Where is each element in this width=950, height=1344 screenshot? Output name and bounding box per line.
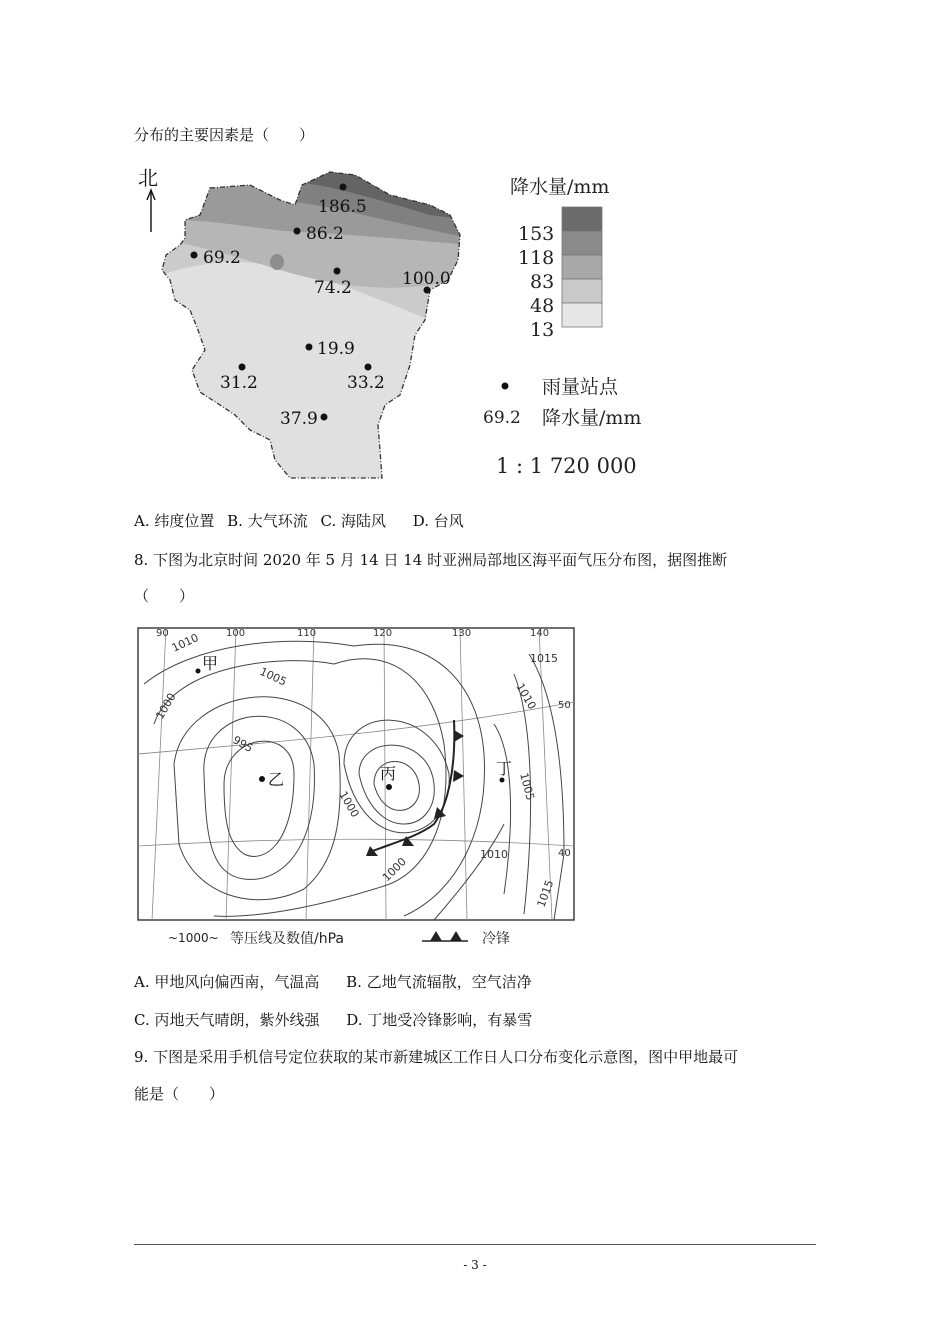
legend-station-label: 雨量站点 (542, 376, 619, 398)
page-number: - 3 - (463, 1258, 487, 1272)
place-bing-dot (386, 784, 392, 790)
station-value: 186.5 (318, 197, 367, 217)
lon-label: 130 (452, 628, 472, 639)
station-value: 74.2 (314, 278, 352, 298)
isobar-label: 1010 (513, 681, 539, 712)
legend-swatch-118 (562, 231, 602, 255)
q7-option-b[interactable]: B. 大气环流 (227, 512, 308, 530)
legend-sample-label: 降水量/mm (542, 407, 642, 429)
north-label: 北 (138, 166, 158, 190)
place-jia-dot (196, 669, 201, 674)
place-yi: 乙 (268, 770, 285, 789)
lon-label: 140 (530, 628, 550, 639)
q8-options-row2 (134, 1009, 532, 1030)
isobar-label: 1000 (336, 789, 362, 820)
station-value: 31.2 (220, 373, 258, 393)
station-dot (334, 268, 341, 275)
legend-swatch-13 (562, 303, 602, 327)
station-value: 86.2 (306, 224, 344, 244)
zone-patch (270, 254, 284, 270)
station-value: 33.2 (347, 373, 385, 393)
precipitation-legend (483, 176, 641, 478)
legend-station-dot-icon (502, 383, 509, 390)
isobar-label: 1000 (153, 690, 179, 722)
q7-options-row (134, 510, 464, 531)
station-dot (340, 184, 347, 191)
station-dot (321, 414, 328, 421)
q9-stem-line1: 9. 下图是采用手机信号定位获取的某市新建城区工作日人口分布变化示意图，图中甲地最可 (134, 1048, 739, 1066)
station-value: 19.9 (317, 339, 355, 359)
isobar-label: 1005 (257, 664, 289, 689)
station-dot (191, 252, 198, 259)
sea-level-pressure-map (134, 624, 578, 954)
legend-level: 83 (530, 271, 555, 293)
isobar-label: 1015 (530, 652, 558, 665)
legend-level: 48 (530, 295, 555, 317)
q7-stem-tail: 分布的主要因素是（ ） (134, 126, 315, 144)
legend-isobar-sample: ~1000~ (168, 931, 219, 945)
station-dot (239, 364, 246, 371)
q8-option-b[interactable]: B. 乙地气流辐散，空气洁净 (346, 973, 532, 991)
lat-label: 40 (558, 848, 571, 859)
q9-stem-line2: 能是（ ） (134, 1085, 225, 1103)
isobar-label: 995 (230, 733, 256, 756)
isobar-label: 1015 (534, 878, 557, 910)
q8-stem-line1: 8. 下图为北京时间 2020 年 5 月 14 日 14 时亚洲局部地区海平面气压分布图，据图推断 (134, 551, 728, 569)
isobar-label: 1010 (169, 631, 201, 655)
place-ding-dot (500, 778, 505, 783)
isobar-label: 1000 (379, 855, 409, 885)
q7-option-c[interactable]: C. 海陆风 (320, 512, 386, 530)
q8-stem-line2: （ ） (134, 587, 195, 605)
lon-label: 90 (156, 628, 169, 639)
footer-rule (134, 1244, 816, 1245)
legend-swatch-48 (562, 279, 602, 303)
legend-swatch-153 (562, 207, 602, 231)
legend-front-triangle-icon (430, 931, 442, 941)
q7-option-a[interactable]: A. 纬度位置 (134, 512, 215, 530)
lat-label: 50 (558, 700, 571, 711)
station-value: 37.9 (280, 409, 318, 429)
legend-front-triangle-icon (450, 931, 462, 941)
place-ding: 丁 (496, 759, 513, 778)
legend-isobar-label: 等压线及数值/hPa (230, 931, 344, 947)
legend-level: 153 (518, 223, 555, 245)
station-dot (294, 228, 301, 235)
precipitation-map (130, 160, 670, 490)
place-yi-dot (259, 776, 265, 782)
lon-label: 100 (226, 628, 246, 639)
station-dot (306, 344, 313, 351)
legend-front-label: 冷锋 (482, 931, 510, 947)
pressure-legend (168, 930, 510, 947)
map-scale: 1 : 1 720 000 (496, 454, 637, 478)
isobar-label: 1005 (517, 771, 537, 802)
lon-label: 120 (373, 628, 393, 639)
q8-option-a[interactable]: A. 甲地风向偏西南，气温高 (134, 973, 320, 991)
legend-level: 118 (518, 247, 555, 269)
isobar-label: 1010 (480, 848, 508, 861)
station-dot (365, 364, 372, 371)
place-jia: 甲 (202, 654, 219, 673)
station-value: 100.0 (402, 269, 451, 289)
legend-sample-value: 69.2 (483, 408, 521, 428)
legend-swatch-83 (562, 255, 602, 279)
q8-option-c[interactable]: C. 丙地天气晴朗，紫外线强 (134, 1011, 320, 1029)
lon-label: 110 (297, 628, 317, 639)
station-value: 69.2 (203, 248, 241, 268)
q8-options-row1 (134, 971, 532, 992)
q7-option-d[interactable]: D. 台风 (412, 512, 464, 530)
place-bing: 丙 (380, 764, 397, 783)
q8-option-d[interactable]: D. 丁地受冷锋影响，有暴雪 (346, 1011, 533, 1029)
legend-title: 降水量/mm (510, 176, 610, 198)
legend-level: 13 (530, 319, 555, 341)
